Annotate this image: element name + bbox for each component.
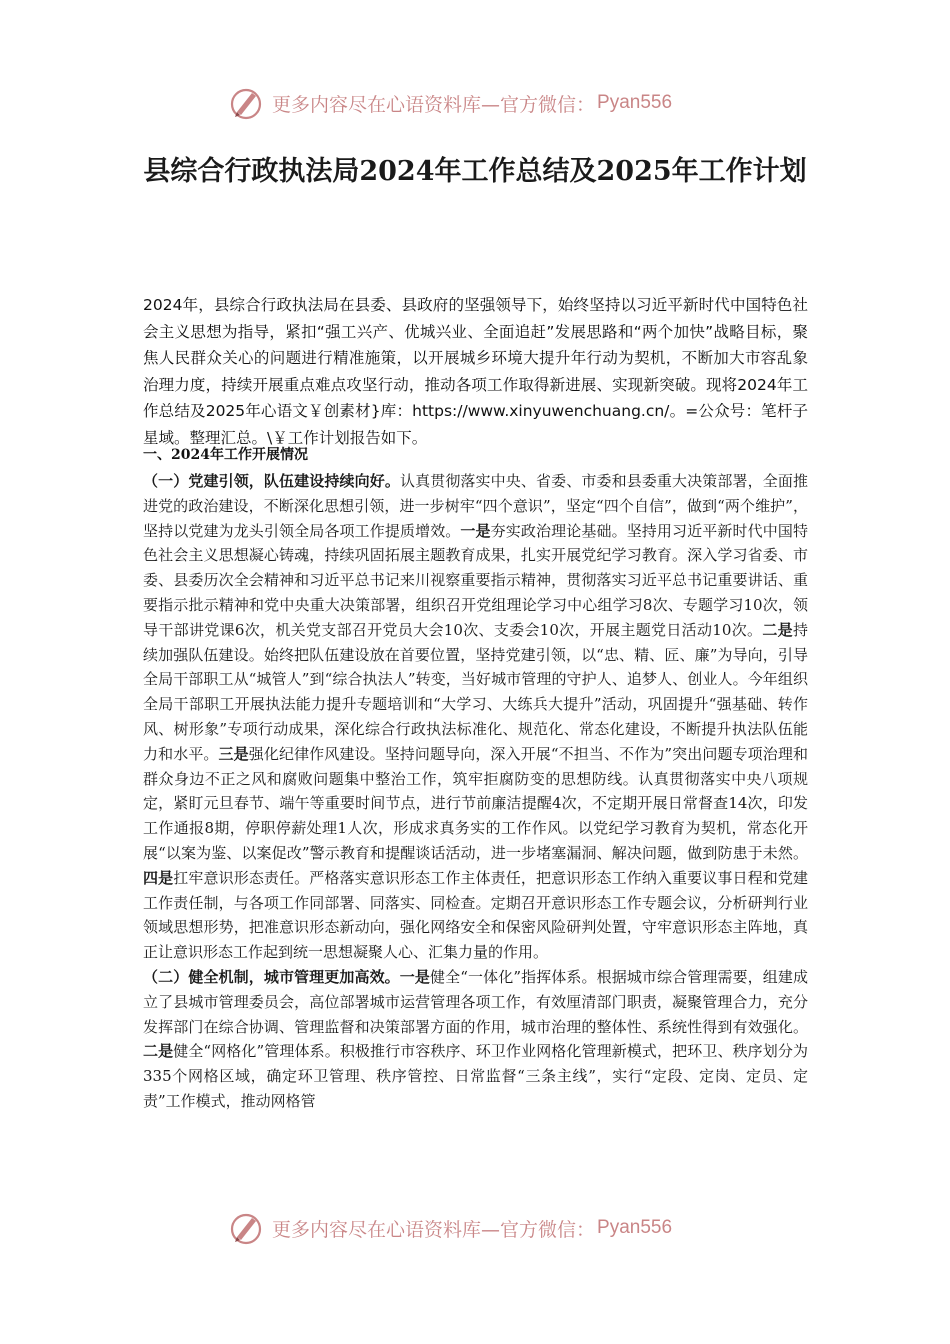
ordinal-marker: 二是	[143, 1042, 174, 1061]
body-paragraphs	[143, 469, 808, 1114]
paragraph-lead: （一）党建引领，队伍建设持续向好。	[143, 472, 400, 490]
watermark-wechat-id: Pyan556	[597, 92, 673, 113]
watermark-wechat-id: Pyan556	[597, 1217, 673, 1238]
section-heading-1: 一、2024年工作开展情况	[143, 447, 308, 463]
watermark-text: 更多内容尽在心语资料库—官方微信：	[272, 1218, 596, 1241]
paragraph-mechanism: （二）健全机制，城市管理更加高效。一是健全“一体化”指挥体系。根据城市综合管理需要，组建成立了县城市管理委员会，高位部署城市运营管理各项工作，有效厘清部门职责，凝聚管理合力，充分发挥部门在综合协调、管理监督和决策部署方面的作用，城市治理的整体性、系统性得到有效强化。二是健全“网格化”管理体系。积极推行市容秩序、环卫作业网格化管理新模式，把环卫、秩序划分为335个网格区域，确定环卫管理、秩序管控、日常监督“三条主线”，实行“定段、定岗、定员、定责”工作模式，推动网格管	[143, 967, 808, 1110]
ordinal-marker: 四是	[143, 868, 174, 887]
paragraph-party-building: （一）党建引领，队伍建设持续向好。认真贯彻落实中央、省委、市委和县委重大决策部署，全面推进党的政治建设，不断深化思想引领，进一步树牢“四个意识”，坚定“四个自信”，做到“两个维护”，坚持以党建为龙头引领全局各项工作提质增效。一是夯实政治理论基础。坚持用习近平新时代中国特色社会主义思想凝心铸魂，持续巩固拓展主题教育成果，扎实开展党纪学习教育。深入学习省委、市委、县委历次全会精神和习近平总书记来川视察重要指示精神，贯彻落实习近平总书记重要讲话、重要指示批示精神和党中央重大决策部署，组织召开党组理论学习中心组学习8次、专题学习10次，领导干部讲党课6次，机关党支部召开党员大会10次、支委会10次，开展主题党日活动10次。二是持续加强队伍建设。始终把队伍建设放在首要位置，坚持党建引领，以“忠、精、匠、廉”为导向，引导全局干部职工从“城管人”到“综合执法人”转变，当好城市管理的守护人、追梦人、创业人。今年组织全局干部职工开展执法能力提升专题培训和“大学习、大练兵大提升”活动，巩固提升“强基础、转作风、树形象”专项行动成果，深化综合行政执法标准化、规范化、常态化建设，不断提升执法队伍能力和水平。三是强化纪律作风建设。坚持问题导向，深入开展“不担当、不作为”突出问题专项治理和群众身边不正之风和腐败问题集中整治工作，筑牢拒腐防变的思想防线。认真贯彻落实中央八项规定，紧盯元旦春节、端午等重要时间节点，进行节前廉洁提醒4次，不定期开展日常督查14次，印发工作通报8期，停职停薪处理1人次，形成求真务实的工作作风。以党纪学习教育为契机，常态化开展“以案为鉴、以案促改”警示教育和提醒谈话活动，进一步堵塞漏洞、解决问题，做到防患于未然。四是扛牢意识形态责任。严格落实意识形态工作主体责任，把意识形态工作纳入重要议事日程和党建工作责任制，与各项工作同部署、同落实、同检查。定期召开意识形态工作专题会议，分析研判行业领域思想形势，把准意识形态新动向，强化网络安全和保密风险研判处置，守牢意识形态主阵地，真正让意识形态工作起到统一思想凝聚人心、汇集力量的作用。	[143, 472, 808, 962]
ordinal-marker: 一是	[399, 967, 431, 986]
paragraph-lead: （二）健全机制，城市管理更加高效。	[143, 967, 400, 986]
watermark-banner-top	[228, 83, 728, 123]
pen-logo-icon	[228, 85, 264, 121]
ordinal-marker: 二是	[762, 620, 793, 639]
watermark-text: 更多内容尽在心语资料库—官方微信：	[272, 93, 596, 116]
watermark-banner-bottom	[228, 1208, 728, 1248]
document-title: 县综合行政执法局2024年工作总结及2025年工作计划	[143, 156, 807, 187]
intro-paragraph: 2024年，县综合行政执法局在县委、县政府的坚强领导下，始终坚持以习近平新时代中国特色社会主义思想为指导，紧扣“强工兴产、优城兴业、全面追赶”发展思路和“两个加快”战略目标，聚焦人民群众关心的问题进行精准施策，以开展城乡环境大提升年行动为契机，不断加大市容乱象治理力度，持续开展重点难点攻坚行动，推动各项工作取得新进展、实现新突破。现将2024年工作总结及2025年心语文￥创素材}库：https://www.xinyuwenchuang.cn/。=公众号：笔杆子星域。整理汇总。\￥工作计划报告如下。	[143, 296, 808, 447]
pen-logo-icon	[228, 1210, 264, 1246]
ordinal-marker: 三是	[218, 744, 249, 763]
ordinal-marker: 一是	[460, 521, 491, 540]
